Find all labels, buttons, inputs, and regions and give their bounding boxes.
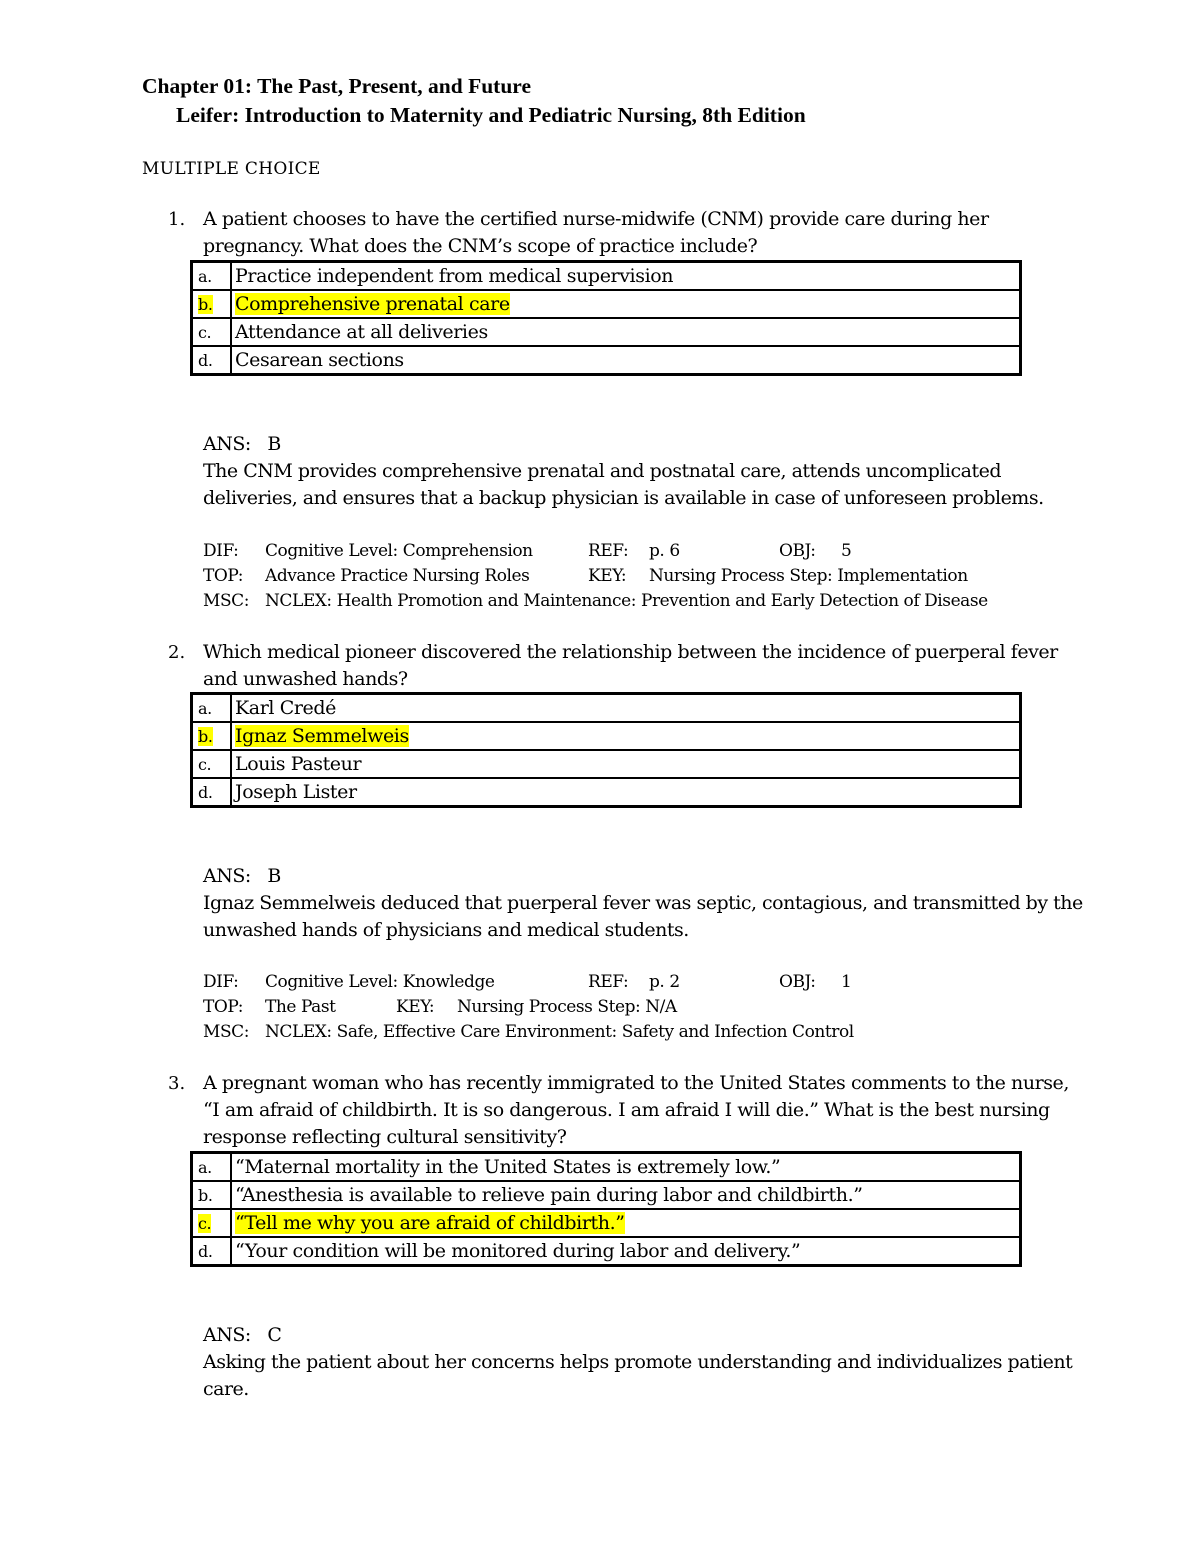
choice-letter: d. — [192, 346, 232, 375]
rationale-line: Asking the patient about her concerns helps promote understanding and individualizes patient — [203, 1351, 1073, 1373]
answer-value: C — [267, 1324, 282, 1346]
choice-letter: a. — [192, 694, 232, 723]
choice-text — [231, 290, 1021, 318]
question-number: 3. — [168, 1073, 186, 1094]
obj-value: 1 — [841, 972, 852, 992]
answer-value: B — [267, 865, 281, 887]
choice-row-c[interactable] — [192, 1209, 1021, 1237]
question-number: 1. — [168, 209, 186, 230]
stem-line: A pregnant woman who has recently immigrated to the United States comments to the nurse, — [203, 1072, 1069, 1094]
rationale-line: deliveries, and ensures that a backup physician is available in case of unforeseen problems. — [203, 487, 1044, 509]
top-label: TOP: — [203, 997, 244, 1017]
stem-line: response reflecting cultural sensitivity? — [203, 1126, 567, 1148]
stem-line: Which medical pioneer discovered the relationship between the incidence of puerperal fever — [203, 641, 1058, 663]
msc-label: MSC: — [203, 1022, 249, 1042]
choice-letter: c. — [192, 318, 232, 346]
dif-value: Cognitive Level: Comprehension — [265, 541, 533, 561]
rationale — [203, 1349, 1072, 1403]
ref-value: p. 6 — [649, 541, 680, 561]
choice-text — [231, 1209, 1021, 1237]
obj-value: 5 — [841, 541, 852, 561]
key-value: Nursing Process Step: N/A — [457, 997, 677, 1017]
answer-value: B — [267, 433, 281, 455]
choice-letter: a. — [192, 262, 232, 291]
rationale — [203, 458, 1044, 512]
choice-row-d[interactable] — [192, 1237, 1021, 1266]
choice-row-b[interactable] — [192, 290, 1021, 318]
choice-text: Karl Credé — [231, 694, 1021, 723]
ref-label: REF: — [588, 541, 629, 561]
choice-letter: b. — [192, 290, 232, 318]
msc-value: NCLEX: Safe, Effective Care Environment: Safety and Infection Control — [265, 1022, 854, 1042]
correct-answer-highlight: Ignaz Semmelweis — [235, 725, 409, 747]
msc-value: NCLEX: Health Promotion and Maintenance: Prevention and Early Detection of Disease — [265, 591, 988, 611]
choice-letter: c. — [192, 750, 232, 778]
choice-row-a[interactable] — [192, 694, 1021, 723]
book-title: Leifer: Introduction to Maternity and Pediatric Nursing, 8th Edition — [176, 103, 806, 127]
choice-text: “Anesthesia is available to relieve pain during labor and childbirth.” — [231, 1181, 1021, 1209]
choice-row-a[interactable] — [192, 262, 1021, 291]
choice-text: Louis Pasteur — [231, 750, 1021, 778]
choice-text: Attendance at all deliveries — [231, 318, 1021, 346]
obj-label: OBJ: — [779, 541, 816, 561]
answer-line: ANS: C — [203, 1324, 282, 1346]
choices-table — [190, 260, 1022, 376]
choice-letter: d. — [192, 778, 232, 807]
choice-text — [231, 722, 1021, 750]
top-label: TOP: — [203, 566, 244, 586]
rationale-line: care. — [203, 1378, 249, 1400]
key-label: KEY: — [588, 566, 627, 586]
choices-table — [190, 692, 1022, 808]
choice-row-d[interactable] — [192, 778, 1021, 807]
choice-letter: a. — [192, 1153, 232, 1182]
obj-label: OBJ: — [779, 972, 816, 992]
section-heading: MULTIPLE CHOICE — [142, 159, 321, 179]
ref-value: p. 2 — [649, 972, 680, 992]
stem-line: “I am afraid of childbirth. It is so dangerous. I am afraid I will die.” What is the best nursing — [203, 1099, 1050, 1121]
choice-row-b[interactable] — [192, 722, 1021, 750]
chapter-title: Chapter 01: The Past, Present, and Future — [142, 74, 531, 98]
choice-row-c[interactable] — [192, 750, 1021, 778]
key-value: Nursing Process Step: Implementation — [649, 566, 968, 586]
rationale-line: unwashed hands of physicians and medical students. — [203, 919, 689, 941]
rationale — [203, 890, 1083, 944]
choice-row-a[interactable] — [192, 1153, 1021, 1182]
stem-line: and unwashed hands? — [203, 668, 408, 690]
stem-line: pregnancy. What does the CNM’s scope of practice include? — [203, 235, 758, 257]
dif-label: DIF: — [203, 972, 239, 992]
question-stem — [203, 639, 1058, 693]
choice-letter: b. — [192, 1181, 232, 1209]
top-value: Advance Practice Nursing Roles — [265, 566, 530, 586]
choices-table — [190, 1151, 1022, 1267]
choice-text: Practice independent from medical supervision — [231, 262, 1021, 291]
ref-label: REF: — [588, 972, 629, 992]
rationale-line: The CNM provides comprehensive prenatal and postnatal care, attends uncomplicated — [203, 460, 1002, 482]
dif-label: DIF: — [203, 541, 239, 561]
top-value: The Past — [265, 997, 336, 1017]
answer-line: ANS: B — [203, 433, 281, 455]
choice-text: “Maternal mortality in the United States is extremely low.” — [231, 1153, 1021, 1182]
correct-answer-highlight: Comprehensive prenatal care — [235, 293, 510, 315]
choice-row-c[interactable] — [192, 318, 1021, 346]
rationale-line: Ignaz Semmelweis deduced that puerperal fever was septic, contagious, and transmitted by the — [203, 892, 1083, 914]
choice-letter: d. — [192, 1237, 232, 1266]
question-stem — [203, 1070, 1069, 1151]
stem-line: A patient chooses to have the certified nurse-midwife (CNM) provide care during her — [203, 208, 989, 230]
dif-value: Cognitive Level: Knowledge — [265, 972, 495, 992]
correct-answer-highlight: “Tell me why you are afraid of childbirth.” — [235, 1212, 625, 1234]
choice-text: Cesarean sections — [231, 346, 1021, 375]
answer-line: ANS: B — [203, 865, 281, 887]
msc-label: MSC: — [203, 591, 249, 611]
key-label: KEY: — [396, 997, 435, 1017]
choice-row-b[interactable] — [192, 1181, 1021, 1209]
choice-row-d[interactable] — [192, 346, 1021, 375]
choice-text: Joseph Lister — [231, 778, 1021, 807]
choice-letter: b. — [192, 722, 232, 750]
question-stem — [203, 206, 989, 260]
choice-letter: c. — [192, 1209, 232, 1237]
choice-text: “Your condition will be monitored during labor and delivery.” — [231, 1237, 1021, 1266]
question-number: 2. — [168, 642, 186, 663]
